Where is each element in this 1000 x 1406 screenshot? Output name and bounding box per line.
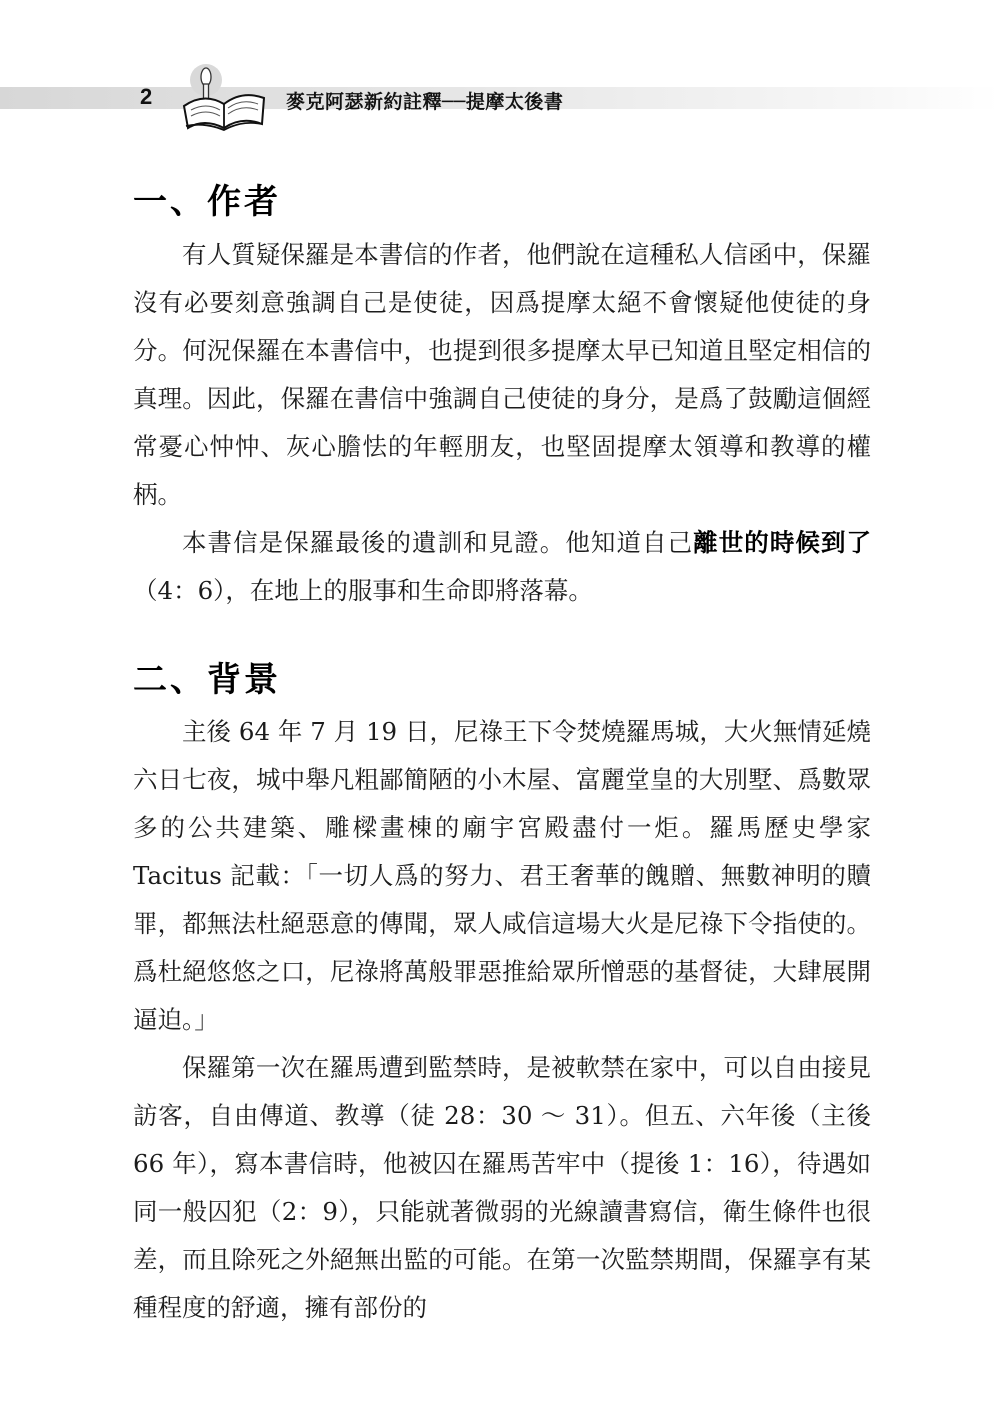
paragraph: [133, 519, 871, 615]
paragraph: 保羅第一次在羅馬遭到監禁時，是被軟禁在家中，可以自由接見訪客，自由傳道、教導（徒 28：30 ～ 31）。但五、六年後（主後 66 年），寫本書信時，他被囚在羅馬苦牢中（提後 1：16），待遇如同一般囚犯（2：9），只能就著微弱的光線讀書寫信，衛生條件也很差，而且除死之外絕無出監的可能。在第一次監禁期間，保羅享有某種程度的舒適，擁有部份的: [133, 1053, 871, 1322]
running-title: 麥克阿瑟新約註釋──提摩太後書: [286, 91, 564, 113]
paragraph: 主後 64 年 7 月 19 日，尼祿王下令焚燒羅馬城，大火無情延燒六日七夜，城中舉凡粗鄙簡陋的小木屋、富麗堂皇的大別墅、爲數眾多的公共建築、雕樑畫棟的廟宇宮殿盡付一炬。羅馬歷史學家 Tacitus 記載：「一切人爲的努力、君王奢華的餽贈、無數神明的贖罪，都無法杜絕惡意的傳聞，眾人咸信這場大火是尼祿下令指使的。爲杜絕悠悠之口，尼祿將萬般罪惡推給眾所憎惡的基督徒，大肆展開逼迫。」: [133, 717, 871, 1034]
paragraph-text: 本書信是保羅最後的遺訓和見證。他知道自己: [182, 528, 694, 557]
emphasized-phrase: 離世的時候到了: [693, 528, 872, 557]
section-heading-author: 一、作者: [133, 182, 281, 222]
page-number: 2: [140, 84, 153, 109]
book-with-candle-icon: [176, 62, 268, 132]
paragraph-text: （4：6），在地上的服事和生命即將落幕。: [133, 576, 593, 605]
section-heading-background: 二、背景: [133, 660, 281, 700]
paragraph: 有人質疑保羅是本書信的作者，他們說在這種私人信函中，保羅沒有必要刻意強調自己是使徒，因爲提摩太絕不會懷疑他使徒的身分。何況保羅在本書信中，也提到很多提摩太早已知道且堅定相信的真理。因此，保羅在書信中強調自己使徒的身分，是爲了鼓勵這個經常憂心忡忡、灰心膽怯的年輕朋友，也堅固提摩太領導和教導的權柄。: [133, 240, 871, 509]
